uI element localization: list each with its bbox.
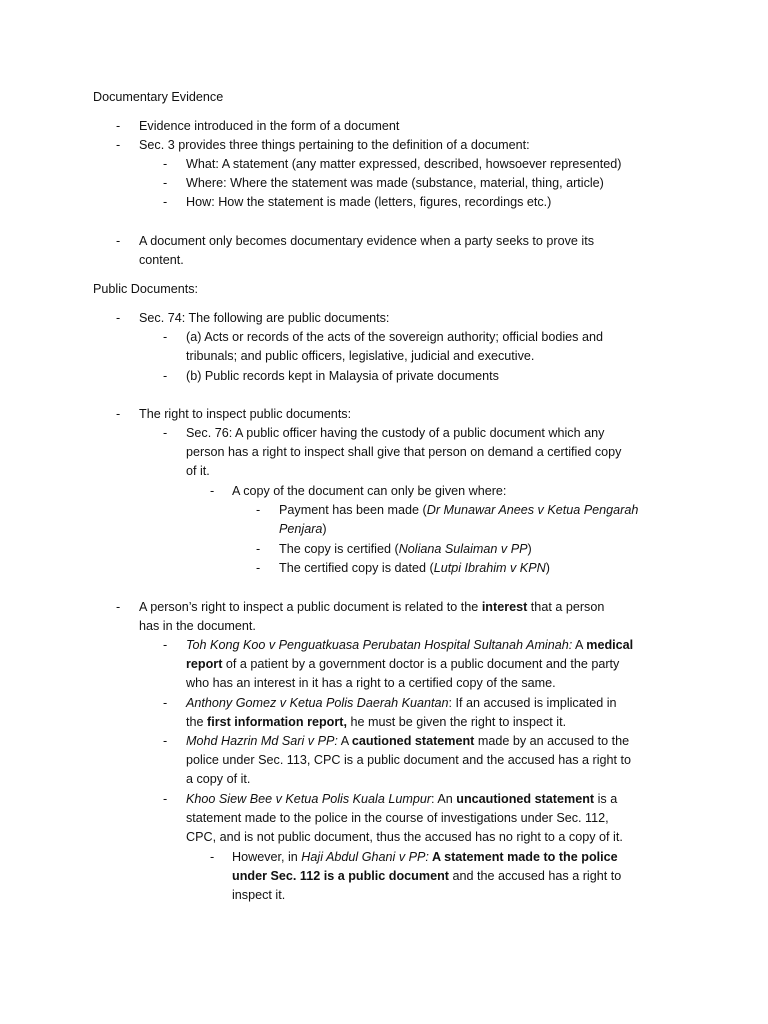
- bullet-how: How: How the statement is made (letters, figures, recordings etc.): [186, 195, 552, 209]
- bullet-dash: -: [163, 638, 168, 652]
- case-citation: Lutpi Ibrahim v KPN: [433, 561, 546, 575]
- bullet-evidence-form: Evidence introduced in the form of a document: [139, 119, 400, 133]
- case-khoo-siew-bee-line1: Khoo Siew Bee v Ketua Polis Kuala Lumpur: An uncautioned statement is a: [186, 792, 618, 806]
- bullet-copy-certified: The copy is certified (Noliana Sulaiman v PP): [279, 542, 532, 556]
- bullet-prove-content-line1: A document only becomes documentary evidence when a party seeks to prove its: [139, 234, 595, 248]
- case-toh-kong-koo-line3: who has an interest in it has a right to a certified copy of the same.: [186, 676, 556, 690]
- bullet-dash: -: [163, 426, 168, 440]
- bullet-dash: -: [116, 600, 121, 614]
- bullet-interest-line1: A person’s right to inspect a public document is related to the interest that a person: [139, 600, 605, 614]
- bullet-dash: -: [163, 157, 168, 171]
- bullet-dash: -: [116, 119, 121, 133]
- case-mohd-hazrin-line3: a copy of it.: [186, 772, 251, 786]
- bullet-dash: -: [163, 696, 168, 710]
- bullet-dash: -: [256, 561, 261, 575]
- bullet-sec76-line1: Sec. 76: A public officer having the custody of a public document which any: [186, 426, 605, 440]
- bullet-dash: -: [116, 234, 121, 248]
- bullet-sec74-a-line2: tribunals; and public officers, legislative, judicial and executive.: [186, 349, 535, 363]
- case-mohd-hazrin-line1: Mohd Hazrin Md Sari v PP: A cautioned statement made by an accused to the: [186, 734, 630, 748]
- document-title: Documentary Evidence: [93, 90, 224, 104]
- bullet-dash: -: [163, 369, 168, 383]
- case-haji-abdul-ghani-line3: inspect it.: [232, 888, 286, 902]
- case-toh-kong-koo-line1: Toh Kong Koo v Penguatkuasa Perubatan Hospital Sultanah Aminah: A medical: [186, 638, 634, 652]
- bullet-copy-dated: The certified copy is dated (Lutpi Ibrahim v KPN): [279, 561, 550, 575]
- bullet-sec74: Sec. 74: The following are public documents:: [139, 311, 390, 325]
- bullet-interest-line2: has in the document.: [139, 619, 256, 633]
- case-citation: Toh Kong Koo v Penguatkuasa Perubatan Hospital Sultanah Aminah:: [186, 638, 573, 652]
- case-haji-abdul-ghani-line2: under Sec. 112 is a public document and the accused has a right to: [232, 869, 622, 883]
- bullet-sec74-a-line1: (a) Acts or records of the acts of the sovereign authority; official bodies and: [186, 330, 603, 344]
- case-citation: Mohd Hazrin Md Sari v PP:: [186, 734, 338, 748]
- bullet-dash: -: [210, 850, 215, 864]
- bullet-dash: -: [256, 542, 261, 556]
- bullet-dash: -: [163, 792, 168, 806]
- case-citation: Khoo Siew Bee v Ketua Polis Kuala Lumpur: [186, 792, 432, 806]
- case-citation: Anthony Gomez v Ketua Polis Daerah Kuantan: [186, 696, 449, 710]
- bullet-where: Where: Where the statement was made (substance, material, thing, article): [186, 176, 604, 190]
- bullet-dash: -: [116, 138, 121, 152]
- case-citation: Dr Munawar Anees v Ketua Pengarah: [426, 503, 639, 517]
- bullet-prove-content-line2: content.: [139, 253, 184, 267]
- bullet-dash: -: [256, 503, 261, 517]
- case-mohd-hazrin-line2: police under Sec. 113, CPC is a public document and the accused has a right to: [186, 753, 632, 767]
- bullet-dash: -: [163, 734, 168, 748]
- bullet-dash: -: [116, 407, 121, 421]
- bullet-payment-line1: Payment has been made (Dr Munawar Anees v Ketua Pengarah: [279, 503, 639, 517]
- bullet-sec76-line2: person has a right to inspect shall give that person on demand a certified copy: [186, 445, 622, 459]
- case-citation: Haji Abdul Ghani v PP:: [301, 850, 429, 864]
- case-citation: Penjara: [279, 522, 323, 536]
- case-haji-abdul-ghani-line1: However, in Haji Abdul Ghani v PP: A statement made to the police: [232, 850, 618, 864]
- case-khoo-siew-bee-line2: statement made to the police in the course of investigations under Sec. 112,: [186, 811, 609, 825]
- bullet-sec76-line3: of it.: [186, 464, 210, 478]
- bullet-dash: -: [210, 484, 215, 498]
- case-anthony-gomez-line1: Anthony Gomez v Ketua Polis Daerah Kuantan: If an accused is implicated in: [186, 696, 617, 710]
- case-citation: Noliana Sulaiman v PP: [398, 542, 528, 556]
- case-anthony-gomez-line2: the first information report, he must be given the right to inspect it.: [186, 715, 567, 729]
- bullet-dash: -: [163, 176, 168, 190]
- bullet-right-to-inspect: The right to inspect public documents:: [139, 407, 352, 421]
- bullet-dash: -: [116, 311, 121, 325]
- bullet-dash: -: [163, 195, 168, 209]
- bullet-copy-conditions: A copy of the document can only be given where:: [232, 484, 507, 498]
- bullet-what: What: A statement (any matter expressed, described, howsoever represented): [186, 157, 622, 171]
- case-khoo-siew-bee-line3: CPC, and is not public document, thus the accused has no right to a copy of it.: [186, 830, 623, 844]
- bullet-sec74-b: (b) Public records kept in Malaysia of private documents: [186, 369, 499, 383]
- section-heading-public-documents: Public Documents:: [93, 282, 198, 296]
- case-toh-kong-koo-line2: report of a patient by a government doctor is a public document and the party: [186, 657, 620, 671]
- bullet-sec3: Sec. 3 provides three things pertaining to the definition of a document:: [139, 138, 530, 152]
- bullet-dash: -: [163, 330, 168, 344]
- bullet-payment-line2: Penjara): [279, 522, 327, 536]
